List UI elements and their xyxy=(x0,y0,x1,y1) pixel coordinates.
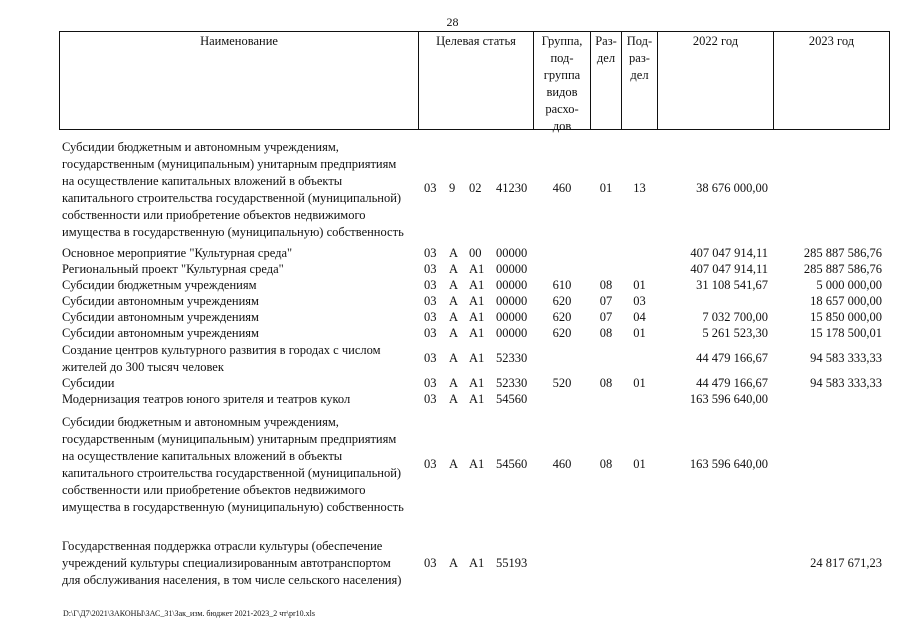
footer-file-path: D:\Г\Д7\2021\ЗАКОНЫ\ЗАС_31\Зак_изм. бюджет 2021-2023_2 чт\pr10.xls xyxy=(63,609,316,618)
cell-2022: 407 047 914,11 xyxy=(690,262,768,276)
cell-code3: А1 xyxy=(469,556,485,570)
cell-subsection: 13 xyxy=(633,181,646,195)
cell-code4: 41230 xyxy=(496,181,528,195)
cell-code3: 00 xyxy=(469,246,482,260)
cell-2022: 407 047 914,11 xyxy=(690,246,768,260)
row-name: Субсидии автономным учреждениям xyxy=(62,310,259,324)
cell-code3: А1 xyxy=(469,278,485,292)
cell-2023: 15 850 000,00 xyxy=(810,310,882,324)
cell-code1: 03 xyxy=(424,556,437,570)
header-group: Группа, под- группа видов расхо- дов xyxy=(541,34,583,133)
row-name: Субсидии бюджетным и автономным учреждениям, государственным (муниципальным) унитарным предприятиям на осуществление капитальных вложений в объекты капитального строительства государственной (муниципальной) собственности или приобретение объектов недвижимого имущества в государственную (муниципальную) собственность xyxy=(62,415,404,514)
row-name: Субсидии автономным учреждениям xyxy=(62,294,259,308)
cell-code4: 54560 xyxy=(496,392,528,406)
cell-2023: 5 000 000,00 xyxy=(816,278,882,292)
cell-group: 610 xyxy=(552,278,572,292)
cell-2023: 94 583 333,33 xyxy=(810,351,882,365)
row-name: Государственная поддержка отрасли культуры (обеспечение учреждений культуры специализированным автотранспортом для обслуживания населения, в том числе сельского населения) xyxy=(62,539,402,587)
cell-code1: 03 xyxy=(424,457,437,471)
cell-code3: А1 xyxy=(469,392,485,406)
cell-2022: 163 596 640,00 xyxy=(689,392,768,406)
cell-code2: А xyxy=(449,326,459,340)
header-year-2023: 2023 год xyxy=(808,34,855,48)
cell-2022: 44 479 166,67 xyxy=(696,351,768,365)
cell-code1: 03 xyxy=(424,262,437,276)
header-target-article: Целевая статья xyxy=(436,34,516,48)
cell-code2: А xyxy=(449,246,459,260)
cell-2023: 285 887 586,76 xyxy=(803,262,882,276)
cell-section: 08 xyxy=(599,326,613,340)
cell-code3: А1 xyxy=(469,351,485,365)
cell-subsection: 04 xyxy=(633,310,646,324)
row-name: Модернизация театров юного зрителя и театров кукол xyxy=(62,392,351,406)
header-year-2022: 2022 год xyxy=(692,34,739,48)
cell-code2: 9 xyxy=(449,181,456,195)
cell-2023: 285 887 586,76 xyxy=(803,246,882,260)
cell-code2: А xyxy=(449,556,459,570)
cell-section: 01 xyxy=(599,181,613,195)
cell-code1: 03 xyxy=(424,326,437,340)
cell-code1: 03 xyxy=(424,376,437,390)
cell-code1: 03 xyxy=(424,181,437,195)
header-bottom-border xyxy=(59,129,890,130)
cell-section: 08 xyxy=(599,376,613,390)
cell-group: 620 xyxy=(552,294,572,308)
cell-code3: А1 xyxy=(469,262,485,276)
cell-code4: 00000 xyxy=(496,310,528,324)
header-section: Раз- дел xyxy=(595,34,617,65)
row-name: Основное мероприятие "Культурная среда" xyxy=(62,246,293,260)
cell-group: 520 xyxy=(552,376,572,390)
cell-section: 07 xyxy=(599,310,613,324)
cell-2023: 94 583 333,33 xyxy=(810,376,882,390)
cell-subsection: 01 xyxy=(633,457,646,471)
cell-code4: 00000 xyxy=(496,278,528,292)
cell-code2: А xyxy=(449,376,459,390)
cell-code3: 02 xyxy=(469,181,482,195)
cell-subsection: 01 xyxy=(633,326,646,340)
cell-code4: 52330 xyxy=(496,376,528,390)
row-name: Субсидии автономным учреждениям xyxy=(62,326,259,340)
table-right-border xyxy=(889,31,890,130)
cell-code2: А xyxy=(449,351,459,365)
row-name: Субсидии xyxy=(62,376,115,390)
cell-subsection: 03 xyxy=(633,294,646,308)
cell-code3: А1 xyxy=(469,310,485,324)
cell-code2: А xyxy=(449,392,459,406)
header-name: Наименование xyxy=(200,34,278,48)
header-subsection: Под- раз- дел xyxy=(626,34,653,82)
cell-section: 08 xyxy=(599,457,613,471)
cell-code3: А1 xyxy=(469,294,485,308)
cell-2022: 163 596 640,00 xyxy=(689,457,768,471)
cell-subsection: 01 xyxy=(633,278,646,292)
page-number: 28 xyxy=(446,15,459,29)
cell-code1: 03 xyxy=(424,351,437,365)
cell-code4: 00000 xyxy=(496,262,528,276)
cell-code3: А1 xyxy=(469,376,485,390)
cell-2022: 5 261 523,30 xyxy=(702,326,768,340)
cell-subsection: 01 xyxy=(633,376,646,390)
cell-code4: 52330 xyxy=(496,351,528,365)
cell-code2: А xyxy=(449,262,459,276)
cell-code1: 03 xyxy=(424,310,437,324)
cell-code2: А xyxy=(449,310,459,324)
cell-code3: А1 xyxy=(469,326,485,340)
cell-section: 07 xyxy=(599,294,613,308)
cell-2023: 15 178 500,01 xyxy=(810,326,882,340)
cell-2022: 44 479 166,67 xyxy=(696,376,768,390)
cell-group: 620 xyxy=(552,326,572,340)
cell-code4: 00000 xyxy=(496,246,528,260)
row-name: Создание центров культурного развития в городах с числом жителей до 300 тысяч человек xyxy=(62,343,381,374)
cell-code1: 03 xyxy=(424,246,437,260)
cell-2022: 31 108 541,67 xyxy=(696,278,768,292)
cell-2023: 24 817 671,23 xyxy=(810,556,882,570)
cell-code1: 03 xyxy=(424,278,437,292)
cell-code4: 00000 xyxy=(496,326,528,340)
cell-code3: А1 xyxy=(469,457,485,471)
cell-2022: 7 032 700,00 xyxy=(702,310,768,324)
cell-2023: 18 657 000,00 xyxy=(810,294,882,308)
cell-code1: 03 xyxy=(424,294,437,308)
cell-code2: А xyxy=(449,278,459,292)
row-name: Региональный проект "Культурная среда" xyxy=(62,262,284,276)
cell-section: 08 xyxy=(599,278,613,292)
cell-code4: 00000 xyxy=(496,294,528,308)
cell-code2: А xyxy=(449,457,459,471)
cell-code4: 54560 xyxy=(496,457,528,471)
cell-code4: 55193 xyxy=(496,556,528,570)
row-name: Субсидии бюджетным учреждениям xyxy=(62,278,257,292)
cell-code1: 03 xyxy=(424,392,437,406)
cell-code2: А xyxy=(449,294,459,308)
cell-group: 620 xyxy=(552,310,572,324)
cell-group: 460 xyxy=(552,457,572,471)
cell-group: 460 xyxy=(552,181,572,195)
cell-2022: 38 676 000,00 xyxy=(696,181,768,195)
row-name: Субсидии бюджетным и автономным учреждениям, государственным (муниципальным) унитарным предприятиям на осуществление капитальных вложений в объекты капитального строительства государственной (муниципальной) собственности или приобретение объектов недвижимого имущества в государственную (муниципальную) собственность xyxy=(62,140,404,239)
table-top-border xyxy=(59,31,890,32)
